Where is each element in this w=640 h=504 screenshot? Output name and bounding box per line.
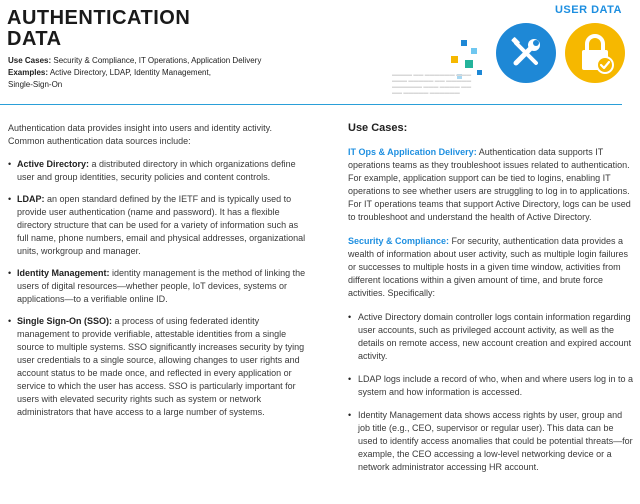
use-cases-label: Use Cases:: [8, 56, 52, 65]
list-item: • Active Directory domain controller logs contain information regarding user accounts, such as privileged account activity, as well as the details on remote access, new account creation and expired account activity.: [348, 311, 633, 363]
definition: a distributed directory in which organizations define user and group identities, security policies and content controls.: [17, 159, 296, 182]
list-item: • LDAP logs include a record of who, when and where users log in to a system and how information is accessed.: [348, 373, 633, 399]
use-cases-heading: Use Cases:: [348, 122, 408, 134]
examples-line-2: Single-Sign-On: [8, 80, 63, 89]
title-line-2: DATA: [7, 28, 62, 50]
header-divider: [0, 104, 622, 105]
tools-icon: [496, 23, 556, 83]
term: Identity Management:: [17, 268, 110, 278]
term: Active Directory:: [17, 159, 90, 169]
list-item: [8, 315, 308, 419]
right-column: [348, 122, 633, 484]
use-cases-value: Security & Compliance, IT Operations, Application Delivery: [53, 56, 262, 65]
itops-text: Authentication data supports IT operations teams as they troubleshoot issues related to authentication. For example, application support can be tied to logins, enabling IT operations to see whether users are struggling to log in to applications. For IT operations teams that support Active Directory, logs can be used to troubleshoot and understand the health of Active Directory.: [348, 147, 631, 222]
list-item: [8, 158, 308, 184]
security-text: For security, authentication data provides a wealth of information about user activity, such as multiple login failures or successes to multiple hosts in a given time window, activities from different locations within a given amount of time, and brute force activities. Specifically:: [348, 236, 628, 298]
document-meta: [8, 55, 261, 91]
intro-paragraph: Authentication data provides insight into users and identity activity. Common authentication data sources include:: [8, 123, 272, 146]
definition: an open standard defined by the IETF and is typically used to provide user authentication (name and password). It has a flexible directory structure that can be used for a variety of information such as full name, phone numbers, email and physical addresses, organizational units, workgroup and manager.: [17, 194, 306, 256]
examples-value: Active Directory, LDAP, Identity Management,: [49, 68, 211, 77]
term: LDAP:: [17, 194, 45, 204]
use-cases-line: [8, 55, 261, 67]
ghost-text-graphic: ▬▬▬▬ ▬▬ ▬▬▬▬▬▬ ▬▬▬ ▬▬▬ ▬▬▬▬▬ ▬▬ ▬▬▬▬▬ ▬▬▬▬▬▬ ▬▬▬ ▬▬▬▬ ▬▬ ▬▬ ▬▬▬▬▬ ▬▬▬▬▬▬: [392, 72, 472, 96]
security-heading: Security & Compliance:: [348, 236, 450, 246]
title-line-1: AUTHENTICATION: [7, 7, 191, 29]
list-item: [8, 267, 308, 306]
page-title: [7, 8, 190, 50]
data-source-list: [8, 158, 308, 419]
list-item: • Identity Management data shows access rights by user, group and job title (e.g., CEO, supervisor or regular user). This data can be used to identify access anomalies that could be potential threats—for example, the CEO accessing a low-level networking device or a network administrator accessing HR account.: [348, 409, 633, 474]
examples-line: [8, 67, 261, 79]
left-column: [8, 122, 308, 428]
itops-heading: IT Ops & Application Delivery:: [348, 147, 477, 157]
security-bullet-list: [348, 311, 633, 474]
itops-paragraph: [348, 146, 633, 224]
lock-check-icon: [565, 23, 625, 83]
security-paragraph: [348, 235, 633, 300]
section-label: USER DATA: [554, 4, 622, 16]
examples-label: Examples:: [8, 68, 49, 77]
list-item: [8, 193, 308, 258]
definition: a process of using federated identity management to provide verifiable, attestable identities from a single source to multiple systems. SSO significantly increases security by tying user credentials to a single source, allowing changes to user rights and account status to be made once, and reflected in every application or service to which the user has access. SSO is particularly important for users with elevated security rights such as system or network administrators that have access to a large number of systems.: [17, 316, 305, 417]
term: Single Sign-On (SSO):: [17, 316, 112, 326]
definition: identity management is the method of linking the users of digital resources—whether people, IoT devices, systems or applications—to a verifiable online ID.: [17, 268, 306, 304]
